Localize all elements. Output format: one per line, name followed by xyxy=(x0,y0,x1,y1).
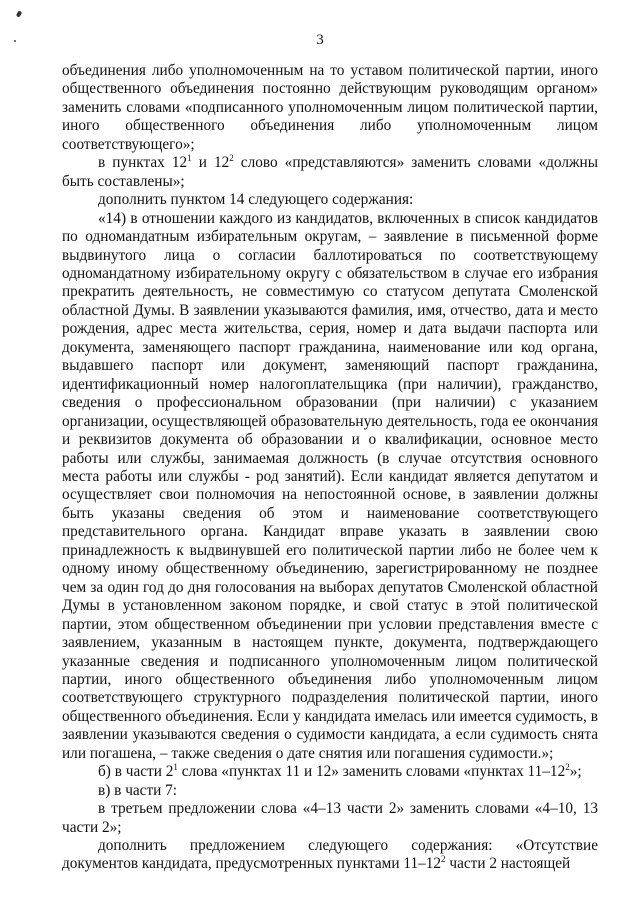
superscript: 2 xyxy=(229,153,234,164)
paragraph: в) в части 7: xyxy=(98,781,178,799)
page-number: 3 xyxy=(316,32,324,48)
paragraph xyxy=(62,837,598,874)
superscript: 2 xyxy=(441,854,446,865)
paragraph-text: в пунктах 12 xyxy=(98,154,188,172)
paragraph: «14) в отношении каждого из кандидатов, включенных в список кандидатов по одномандатным избирательным округам, – заявление в письменной форме выдвинутого лица о согласии баллотироваться по соответствующему одномандатному избирательному округу с обязательством в случае его избрания прекратить деятельность, не совместимую со статусом депутата Смоленской областной Думы. В заявлении указываются фамилия, имя, отчество, дата и место рождения, адрес места жительства, серия, номер и дата выдачи паспорта или документа, заменяющего паспорт гражданина, наименование или код органа, выдавшего паспорт или документ, заменяющий паспорт гражданина, идентификационный номер налогоплательщика (при наличии), гражданство, сведения о профессиональном образовании (при наличии) с указанием организации, осуществляющей образовательную деятельность, года ее окончания и реквизитов документа об образовании и о квалификации, основное место работы или службы, занимаемая должность (в случае отсутствия основного места работы или службы - род занятий). Если кандидат является депутатом и осуществляет свои полномочия на непостоянной основе, в заявлении должны быть указаны сведения об этом и наименование соответствующего представительного органа. Кандидат вправе указать в заявлении свою принадлежность к выдвинувшей его политической партии либо не более чем к одному иному общественному объединению, зарегистрированному не позднее чем за один год до дня голосования на выборах депутатов Смоленской областной Думы в установленном законом порядке, и свой статус в этой политической партии, этом общественном объединении при условии представления вместе с заявлением, указанным в настоящем пункте, документа, подтверждающего указанные сведения и подписанного уполномоченным лицом политической партии, иного общественного объединения либо уполномоченным лицом соответствующего структурного подразделения политической партии, иного общественного объединения. Если у кандидата имелась или имеется судимость, в заявлении указываются сведения о судимости кандидата, а если судимость снята или погашена, – также сведения о дате снятия или погашения судимости.»; xyxy=(62,209,598,762)
paragraph-text: »; xyxy=(569,763,582,781)
superscript: 2 xyxy=(565,762,570,773)
document-body xyxy=(62,62,598,874)
paragraph-text: и 12 xyxy=(191,154,230,172)
paragraph-text: слова «пунктах 11 и 12» заменить словами «пунктах 11–12 xyxy=(177,763,566,781)
paragraph: объединения либо уполномоченным на то уставом политической партии, иного общественного объединения постоянно действующим руководящим органом» заменить словами «подписанного уполномоченным лицом политической партии, иного общественного объединения либо уполномоченным лицом соответствующего»; xyxy=(62,62,598,153)
superscript: 1 xyxy=(187,153,192,164)
paragraph-text: дополнить предложением следующего содержания: «Отсутствие документов кандидата, предусмотренных пунктами 11–12 xyxy=(62,837,598,873)
paragraph: в третьем предложении слова «4–13 части 2» заменить словами «4–10, 13 части 2»; xyxy=(62,800,598,836)
paragraph: дополнить пунктом 14 следующего содержания: xyxy=(98,191,414,209)
paragraph-text: части 2 настоящей xyxy=(445,855,571,873)
paragraph-text: слово «представляются» заменить словами «должны быть составлены»; xyxy=(62,154,598,190)
paragraph-text: б) в части 2 xyxy=(98,763,174,781)
paragraph xyxy=(62,763,598,781)
paragraph xyxy=(62,154,598,191)
scan-mark xyxy=(16,10,22,17)
superscript: 1 xyxy=(173,762,178,773)
